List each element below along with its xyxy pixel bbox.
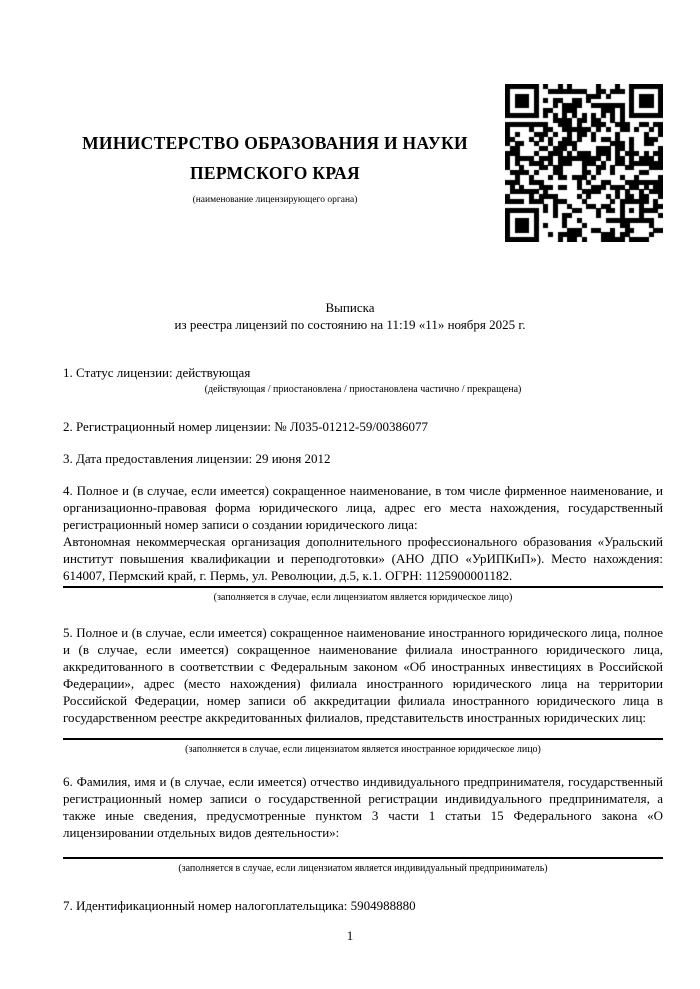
page-number: 1: [346, 928, 354, 943]
item-entrepreneur-label: 6. Фамилия, имя и (в случае, если имеется) отчество индивидуального предпринимателя, государственный регистрационный номер записи о государственной регистрации индивидуального предпринимателя, а также иные сведения, предусмотренные пунктом 3 части 1 статьи 15 Федерального закона «О лицензировании отдельных видов деятельности»:: [63, 774, 663, 840]
item-legal-entity-label: 4. Полное и (в случае, если имеется) сокращенное наименование, в том числе фирменное наименование, и организационно-правовая форма юридического лица, адрес его места нахождения, государственный регистрационный номер записи о создании юридического лица:: [63, 483, 663, 532]
legal-entity-fill-line: [63, 586, 663, 588]
item-taxpayer-number: 7. Идентификационный номер налогоплательщика: 5904988880: [63, 898, 416, 913]
document-title-block: [0, 299, 700, 333]
item-registration-number: 2. Регистрационный номер лицензии: № Л035-01212-59/00386077: [63, 419, 429, 434]
item-grant-date: 3. Дата предоставления лицензии: 29 июня 2012: [63, 451, 331, 466]
licensing-authority-header: [55, 128, 495, 206]
entrepreneur-fill-line: [63, 857, 663, 859]
foreign-entity-fill-line: [63, 738, 663, 740]
qr-code: [505, 84, 663, 242]
authority-caption: (наименование лицензирующего органа): [192, 195, 358, 205]
document-body: [63, 364, 663, 914]
entrepreneur-caption: (заполняется в случае, если лицензиатом является индивидуальный предприниматель): [178, 863, 548, 874]
item-foreign-entity-label: 5. Полное и (в случае, если имеется) сокращенное наименование иностранного юридического лица, полное и (в случае, если имеется) сокращенное наименование филиала иностранного юридического лица, аккредитованного в соответствии с Федеральным законом «Об иностранных инвестициях в Российской Федерации», адрес (место нахождения) филиала иностранного юридического лица на территории Российской Федерации, номер записи об аккредитации филиала иностранного юридического лица в государственном реестре аккредитованных филиалов, представительств иностранных юридических лиц:: [63, 625, 663, 725]
document-subtitle: из реестра лицензий по состоянию на 11:19 «11» ноября 2025 г.: [174, 317, 526, 332]
document-title: Выписка: [325, 300, 375, 315]
item-legal-entity-value: Автономная некоммерческая организация дополнительного профессионального образования «Уральский институт повышения квалификации и переподготовки» (АНО ДПО «УрИПКиП»). Место нахождения: 614007, Пермский край, г. Пермь, ул. Революции, д.5, к.1. ОГРН: 1125900001182.: [63, 534, 663, 583]
legal-entity-caption: (заполняется в случае, если лицензиатом является юридическое лицо): [213, 592, 513, 603]
item-license-status-caption: (действующая / приостановлена / приостановлена частично / прекращена): [204, 384, 522, 395]
foreign-entity-caption: (заполняется в случае, если лицензиатом является иностранное юридическое лицо): [185, 744, 541, 755]
item-license-status: 1. Статус лицензии: действующая: [63, 365, 251, 380]
authority-name-line1: МИНИСТЕРСТВО ОБРАЗОВАНИЯ И НАУКИ: [82, 133, 468, 153]
authority-name-line2: ПЕРМСКОГО КРАЯ: [190, 163, 360, 183]
